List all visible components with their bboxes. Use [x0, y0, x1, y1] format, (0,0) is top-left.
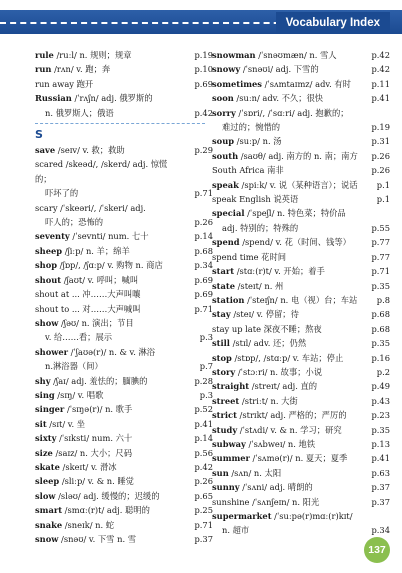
headword: sing	[35, 389, 55, 400]
definition: /seɪv/ v. 救；救助	[55, 145, 125, 156]
definition: /sɪŋ/ v. 唱歌	[54, 389, 104, 400]
vocab-entry	[212, 495, 390, 509]
page-ref: p.68	[371, 309, 390, 320]
page-ref: p.42	[371, 50, 390, 60]
headword: sorry	[212, 107, 236, 118]
page-title: Vocabulary Index	[276, 12, 390, 34]
vocab-entry	[35, 359, 213, 373]
vocab-entry	[212, 178, 390, 192]
vocab-entry	[35, 48, 213, 62]
page-ref: p.35	[371, 424, 390, 435]
definition: n.淋浴器（间）	[45, 361, 103, 372]
headword: start	[212, 266, 235, 277]
definition: sunshine /ˈsʌnʃeɪn/ n. 阳光	[212, 496, 320, 507]
vocab-entry	[35, 106, 213, 120]
vocab-entry	[212, 480, 390, 494]
page-ref: p.26	[194, 217, 213, 228]
page-ref: p.41	[194, 418, 213, 429]
vocab-entry	[212, 466, 390, 480]
vocab-entry	[212, 451, 390, 465]
definition: /ʃəʊ/ n. 演出；节目	[58, 317, 134, 328]
vocab-entry	[35, 143, 213, 157]
vocab-entry	[35, 474, 213, 488]
definition: /sliːp/ v. & n. 睡觉	[59, 476, 134, 487]
definition: /skeɪt/ v. 滑冰	[59, 461, 117, 472]
vocab-entry	[212, 408, 390, 422]
headword: street	[212, 395, 240, 406]
headword: supermarket	[212, 511, 272, 521]
definition: /stɪl/ adv. 还；仍然	[229, 338, 307, 349]
definition: /saʊθ/ adj. 南方的 n. 南；南方	[238, 150, 358, 161]
page-ref: p.49	[371, 381, 390, 392]
definition: n. 超市	[222, 525, 250, 536]
definition: /suːp/ n. 汤	[234, 136, 282, 147]
vocab-entry	[35, 258, 213, 272]
definition: /stɒp/, /stɑːp/ v. 车站；停止	[231, 352, 344, 363]
vocab-entry	[212, 163, 390, 177]
definition: /ˈsɒri/, /ˈsɑːri/ adj. 抱歉的；	[235, 107, 349, 118]
definition: /saɪz/ n. 大小；尺码	[52, 447, 133, 458]
definition: /steɪ/ v. 停留；待	[230, 309, 299, 320]
vocab-entry	[35, 287, 213, 301]
headword: snake	[35, 519, 63, 530]
page-ref: p.26	[371, 165, 390, 176]
vocab-entry	[212, 192, 390, 206]
vocab-entry	[35, 201, 213, 215]
headword: shop	[35, 260, 58, 271]
definition: /ruːl/ n. 规则；规章	[53, 50, 132, 60]
page-ref: p.77	[371, 237, 390, 248]
headword: snow	[35, 534, 59, 544]
vocab-entry	[212, 264, 390, 278]
headword: speak	[212, 179, 239, 190]
left-column	[35, 48, 213, 546]
vocab-entry	[212, 437, 390, 451]
vocab-entry	[212, 134, 390, 148]
page-ref: p.37	[371, 482, 390, 493]
vocab-entry	[35, 186, 213, 200]
definition: /ˈsnəʊmæn/ n. 雪人	[255, 50, 337, 60]
page-ref: p.7	[199, 361, 213, 372]
vocab-entry	[212, 235, 390, 249]
vocab-entry	[212, 91, 390, 105]
page-ref: p.1	[376, 194, 390, 205]
headword: sleep	[35, 476, 60, 487]
page-ref: p.19	[371, 122, 390, 133]
definition: /spiːk/ v. 说（某种语言）；说话	[238, 179, 358, 190]
definition: /sʌn/ n. 太阳	[228, 467, 282, 478]
definition: /spend/ v. 花（时间、钱等）	[239, 237, 351, 248]
definition: /ˈsnəʊi/ adj. 下雪的	[240, 64, 319, 75]
vocab-entry	[35, 532, 213, 546]
page-ref: p.19	[194, 50, 213, 60]
page-ref: p.71	[194, 188, 213, 199]
vocab-entry	[212, 379, 390, 393]
vocab-entry	[212, 279, 390, 293]
definition: /ˈsʌmə(r)/ n. 夏天；夏季	[249, 453, 348, 464]
page-ref: p.3	[199, 389, 213, 400]
headword: show	[35, 317, 59, 328]
headword: shout	[35, 274, 62, 285]
definition: 吓坏了的	[45, 188, 79, 199]
page-ref: p.41	[371, 93, 390, 104]
vocab-entry	[212, 509, 390, 523]
page-ref: p.34	[194, 260, 213, 271]
vocab-entry	[35, 402, 213, 416]
vocab-entry	[212, 77, 390, 91]
headword: sun	[212, 467, 229, 478]
vocab-entry	[35, 388, 213, 402]
page-ref: p.71	[194, 519, 213, 530]
vocab-entry	[35, 302, 213, 316]
vocab-entry	[212, 523, 390, 537]
definition: /ˈʃaʊə(r)/ n. & v. 淋浴	[68, 346, 156, 357]
vocab-entry	[35, 316, 213, 330]
page-ref: p.69	[194, 78, 213, 89]
page-ref: p.14	[194, 433, 213, 444]
right-column	[212, 48, 390, 538]
definition: /ʃaʊt/ v. 呼叫；喊叫	[61, 274, 139, 285]
vocab-entry	[35, 518, 213, 532]
vocab-entry	[35, 503, 213, 517]
page-ref: p.65	[194, 490, 213, 501]
vocab-entry	[212, 322, 390, 336]
vocab-entry	[35, 330, 213, 344]
page-ref: p.71	[371, 266, 390, 277]
headword: soon	[212, 93, 234, 104]
headword: snowman	[212, 50, 256, 60]
headword: state	[212, 280, 235, 291]
header	[0, 0, 402, 40]
vocab-entry	[35, 431, 213, 445]
definition: /ˈsɪŋə(r)/ n. 歌手	[64, 404, 133, 415]
definition: n. 俄罗斯人；俄语	[45, 107, 114, 118]
definition: /ʃaɪ/ adj. 羞怯的；腼腆的	[50, 375, 148, 386]
headword: smart	[35, 505, 63, 516]
definition: /rʌn/ v. 跑；奔	[51, 64, 111, 75]
definition: /snəʊ/ v. 下雪 n. 雪	[58, 534, 137, 544]
page-ref: p.8	[376, 294, 390, 305]
vocab-entry	[212, 365, 390, 379]
vocab-entry	[35, 460, 213, 474]
vocab-entry	[212, 307, 390, 321]
definition: /ʃɒp/, /ʃɑːp/ v. 购物 n. 商店	[57, 260, 163, 271]
headword: summer	[212, 453, 250, 464]
page-ref: p.14	[194, 231, 213, 242]
vocab-entry	[35, 244, 213, 258]
page-ref: p.13	[371, 438, 390, 449]
definition: shout to ... 对……大声喊叫	[35, 303, 141, 314]
headword: rule	[35, 50, 54, 60]
headword: soup	[212, 136, 235, 147]
vocab-entry	[212, 423, 390, 437]
page-ref: p.63	[371, 467, 390, 478]
vocab-entry	[212, 336, 390, 350]
headword: sheep	[35, 245, 63, 256]
vocab-entry	[212, 62, 390, 76]
page-ref: p.69	[194, 274, 213, 285]
headword: run	[35, 64, 52, 75]
headword: subway	[212, 438, 246, 449]
definition: /ˈsevnti/ num. 七十	[69, 231, 149, 242]
definition: scared /skeəd/, /skerd/ adj. 惊慌的；	[35, 159, 168, 184]
page-ref: p.68	[371, 323, 390, 334]
vocab-entry	[35, 77, 213, 91]
page-ref: p.25	[194, 505, 213, 516]
page-number-badge: 137	[364, 537, 390, 563]
headword: seventy	[35, 231, 70, 242]
page-ref: p.52	[194, 404, 213, 415]
page-ref: p.55	[371, 222, 390, 233]
headword: stop	[212, 352, 232, 363]
definition: /ʃiːp/ n. 羊；绵羊	[62, 245, 130, 256]
page-ref: p.37	[371, 496, 390, 507]
definition: /smɑː(r)t/ adj. 聪明的	[62, 505, 150, 516]
definition: /ˈsɪksti/ num. 六十	[56, 433, 133, 444]
headword: sunny	[212, 482, 240, 493]
definition: run away 跑开	[35, 78, 94, 89]
definition: /sɪt/ v. 坐	[46, 418, 86, 429]
vocab-entry	[35, 417, 213, 431]
definition: /streɪt/ adj. 直的	[249, 381, 318, 392]
page-ref: p.69	[194, 289, 213, 300]
headword: singer	[35, 404, 65, 415]
headword: shy	[35, 375, 51, 386]
page-ref: p.42	[371, 64, 390, 75]
definition: speak English 说英语	[212, 194, 299, 205]
headword: still	[212, 338, 230, 349]
definition: /ˈstɔːri/ n. 故事；小说	[235, 366, 323, 377]
vocab-entry	[35, 374, 213, 388]
page-ref: p.31	[371, 136, 390, 147]
headword: story	[212, 366, 236, 377]
definition: /striːt/ n. 大街	[239, 395, 298, 406]
definition: scary /ˈskeəri/, /ˈskeri/ adj.	[35, 202, 146, 213]
vocab-entry	[35, 229, 213, 243]
definition: stay up late 深夜不睡；熬夜	[212, 323, 322, 334]
vocab-entry	[35, 446, 213, 460]
page-ref: p.26	[371, 150, 390, 161]
page-ref: p.68	[194, 245, 213, 256]
definition: spend time 花时间	[212, 251, 287, 262]
headword: skate	[35, 461, 60, 472]
headword: study	[212, 424, 238, 435]
vocab-entry	[212, 149, 390, 163]
definition: /ˈsteɪʃn/ n. 电（视）台；车站	[244, 294, 358, 305]
vocab-entry	[212, 206, 390, 220]
vocab-entry	[212, 394, 390, 408]
definition: /sneɪk/ n. 蛇	[62, 519, 115, 530]
definition: /ˈstʌdi/ v. & n. 学习；研究	[237, 424, 342, 435]
page-ref: p.29	[194, 145, 213, 156]
definition: 难过的；惋惜的	[222, 122, 281, 133]
page-ref: p.34	[371, 525, 390, 536]
definition: /ˈrʌʃn/ adj. 俄罗斯的	[71, 93, 153, 104]
page-ref: p.1	[376, 179, 390, 190]
definition: /suːn/ adv. 不久；很快	[233, 93, 324, 104]
vocab-entry	[212, 293, 390, 307]
section-divider	[35, 123, 205, 124]
definition: 吓人的；恐怖的	[45, 217, 104, 228]
vocab-entry	[35, 157, 213, 186]
vocab-entry	[212, 48, 390, 62]
page-ref: p.41	[371, 453, 390, 464]
vocab-entry	[35, 489, 213, 503]
vocab-entry	[35, 62, 213, 76]
definition: shout at ... 冲……大声叫嚷	[35, 289, 141, 300]
headword: spend	[212, 237, 240, 248]
headword: shower	[35, 346, 69, 357]
headword: south	[212, 150, 239, 161]
vocab-entry	[35, 273, 213, 287]
vocab-entry	[212, 120, 390, 134]
header-dashes	[0, 22, 300, 24]
definition: South Africa 南非	[212, 165, 284, 176]
section-letter: S	[35, 128, 43, 142]
page-ref: p.16	[371, 352, 390, 363]
definition: /sləʊ/ adj. 缓慢的；迟缓的	[55, 490, 160, 501]
definition: /ˈsʌni/ adj. 晴朗的	[239, 482, 313, 493]
definition: /stɑː(r)t/ v. 开始；着手	[234, 266, 325, 277]
page-ref: p.43	[371, 395, 390, 406]
headword: save	[35, 145, 56, 156]
page-ref: p.28	[194, 375, 213, 386]
headword: size	[35, 447, 53, 458]
definition: v. 给……看；展示	[45, 332, 113, 343]
headword: sixty	[35, 433, 57, 444]
page-ref: p.42	[194, 107, 213, 118]
vocab-entry	[35, 91, 213, 105]
definition: /strɪkt/ adj. 严格的；严厉的	[236, 410, 347, 421]
page-ref: p.26	[194, 476, 213, 487]
headword: Russian	[35, 93, 72, 104]
definition: /ˈsuːpə(r)mɑː(r)kɪt/	[271, 511, 353, 521]
vocab-entry	[212, 351, 390, 365]
vocab-entry	[212, 221, 390, 235]
definition: adj. 特别的；特殊的	[222, 222, 299, 233]
headword: station	[212, 294, 245, 305]
vocab-entry	[35, 215, 213, 229]
headword: sit	[35, 418, 47, 429]
page-ref: p.71	[194, 303, 213, 314]
definition: /steɪt/ n. 州	[235, 280, 284, 291]
headword: strict	[212, 410, 237, 421]
headword: straight	[212, 381, 250, 392]
page-ref: p.77	[371, 251, 390, 262]
page-ref: p.10	[194, 64, 213, 75]
definition: /ˈsʌbweɪ/ n. 地铁	[245, 438, 316, 449]
page-ref: p.56	[194, 447, 213, 458]
page-ref: p.42	[194, 461, 213, 472]
headword: sometimes	[212, 78, 262, 89]
definition: /ˈsʌmtaɪmz/ adv. 有时	[261, 78, 351, 89]
page-ref: p.23	[371, 410, 390, 421]
page-ref: p.35	[371, 338, 390, 349]
page-ref: p.11	[371, 78, 390, 89]
page-ref: p.2	[376, 366, 390, 377]
page-ref: p.35	[371, 280, 390, 291]
vocab-entry	[212, 106, 390, 120]
vocab-entry	[35, 345, 213, 359]
headword: snowy	[212, 64, 241, 75]
headword: special	[212, 208, 245, 219]
vocab-entry	[212, 250, 390, 264]
definition: /ˈspeʃl/ n. 特色菜；特价品	[244, 208, 346, 219]
headword: slow	[35, 490, 56, 501]
page-ref: p.3	[199, 332, 213, 343]
headword: stay	[212, 309, 231, 320]
page-ref: p.37	[194, 534, 213, 544]
